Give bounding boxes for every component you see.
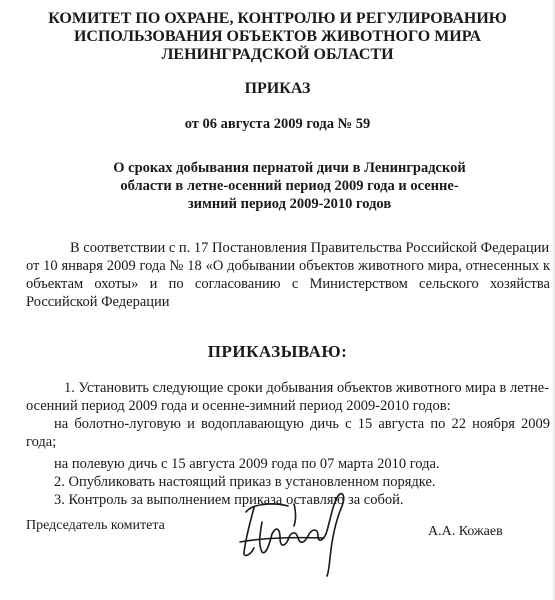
item-3: 3. Контроль за выполнением приказа оставляю за собой.	[54, 492, 404, 508]
document-type: ПРИКАЗ	[244, 80, 311, 97]
committee-name-line-3: ЛЕНИНГРАДСКОЙ ОБЛАСТИ	[161, 46, 394, 63]
item-1-sub-1-line-1: на болотно-луговую и водоплавающую дичь с 15 августа по 22 ноября 2009	[54, 416, 550, 432]
preamble-line-3: объектам охоты» и по согласованию с Министерством сельского хозяйства	[26, 276, 550, 292]
item-1-sub-1-line-2: года;	[26, 434, 57, 450]
committee-name-line-2: ИСПОЛЬЗОВАНИЯ ОБЪЕКТОВ ЖИВОТНОГО МИРА	[73, 28, 482, 45]
signatory-name: А.А. Кожаев	[428, 524, 503, 539]
subject-line-3: зимний период 2009-2010 годов	[187, 196, 392, 212]
item-1-line-2: осенний период 2009 года и осенне-зимний период 2009-2010 годов:	[26, 398, 451, 414]
subject-line-2: области в летне-осенний период 2009 года и осенне-	[120, 178, 459, 194]
committee-name-line-1: КОМИТЕТ ПО ОХРАНЕ, КОНТРОЛЮ И РЕГУЛИРОВАНИЮ	[48, 10, 507, 27]
subject-line-1: О сроках добывания пернатой дичи в Ленинградской	[113, 160, 466, 176]
item-2: 2. Опубликовать настоящий приказ в установленном порядке.	[54, 474, 436, 490]
order-word: ПРИКАЗЫВАЮ:	[207, 342, 348, 361]
preamble-line-1: В соответствии с п. 17 Постановления Правительства Российской Федерации	[70, 240, 550, 256]
preamble-line-2: от 10 января 2009 года № 18 «О добывании объектов животного мира, отнесенных к	[26, 258, 550, 274]
signatory-title: Председатель комитета	[26, 518, 165, 533]
handwritten-signature	[232, 482, 347, 577]
preamble-line-4: Российской Федерации	[26, 294, 170, 310]
document-date-number: от 06 августа 2009 года № 59	[184, 116, 371, 132]
scan-edge-shadow	[551, 0, 555, 600]
item-1-sub-2: на полевую дичь с 15 августа 2009 года по 07 марта 2010 года.	[54, 456, 440, 472]
item-1-line-1: 1. Установить следующие сроки добывания объектов животного мира в летне-	[64, 380, 550, 396]
